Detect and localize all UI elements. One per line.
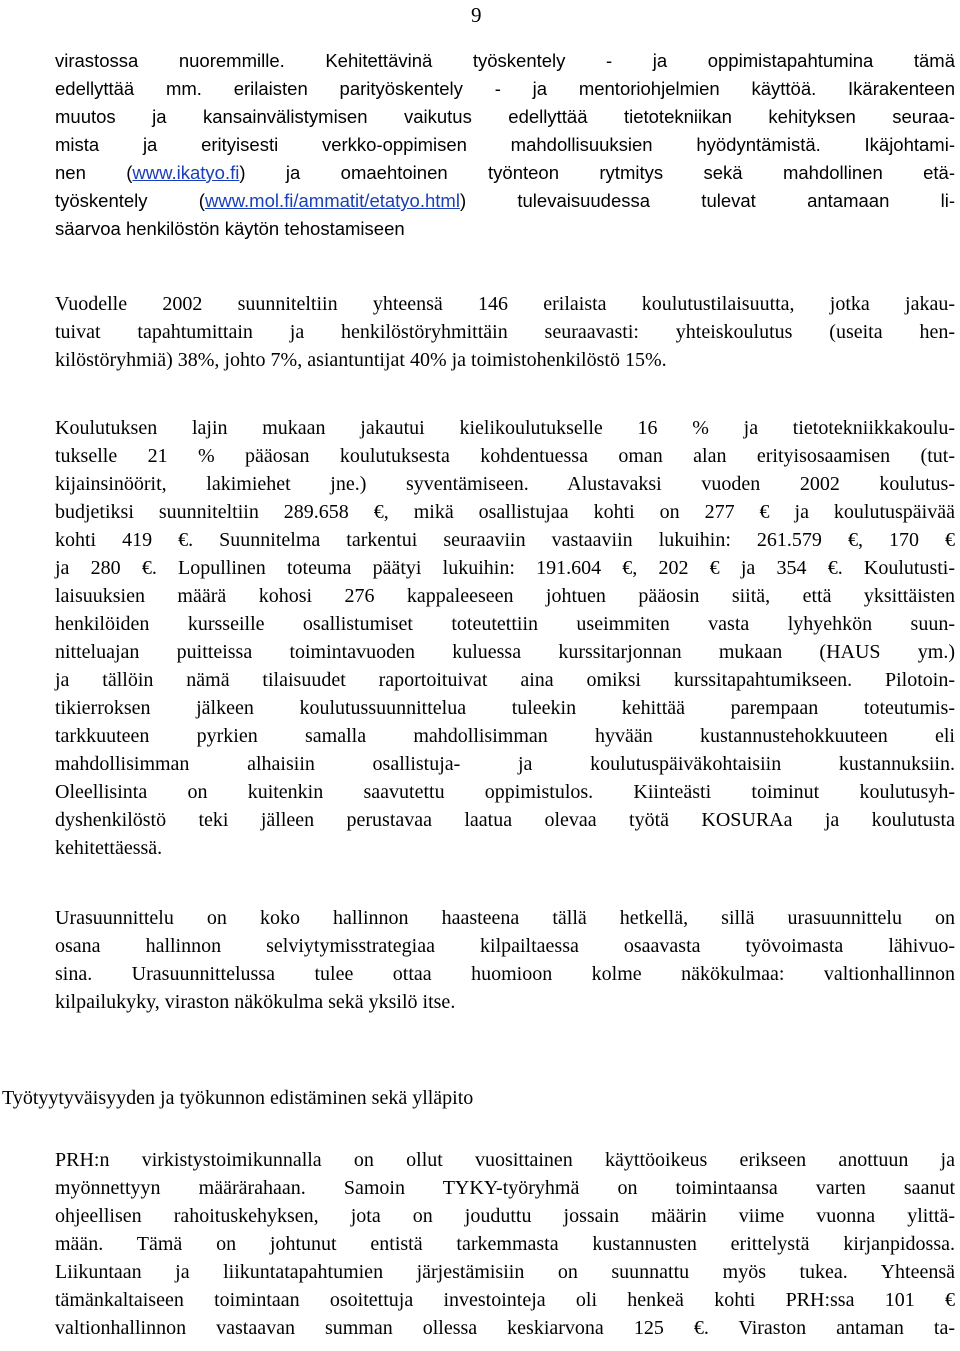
text-line: sina. Urasuunnittelussa tulee ottaa huomioon kolme näkökulmaa: valtionhallinnon bbox=[55, 963, 955, 985]
text-line: Koulutuksen lajin mukaan jakautui kielikoulutukselle 16 % ja tietotekniikkakoulu- bbox=[55, 417, 955, 439]
text-line: tämänkaltaiseen toimintaan osoitettuja investointeja oli henkeä kohti PRH:ssa 101 € bbox=[55, 1289, 955, 1311]
text-line bbox=[55, 187, 955, 215]
text-line: säarvoa henkilöstön käytön tehostamiseen bbox=[55, 218, 405, 239]
text-line: tarkkuuteen pyrkien samalla mahdollisimman hyvään kustannustehokkuuteen eli bbox=[55, 725, 955, 747]
text-line: virastossa nuoremmille. Kehitettävinä työskentely - ja oppimistapahtumina tämä bbox=[55, 50, 955, 71]
text-line: muutos ja kansainvälistymisen vaikutus edellyttää tietotekniikan kehityksen seuraa- bbox=[55, 106, 955, 127]
text-line: ja 280 €. Lopullinen toteuma päätyi lukuihin: 191.604 €, 202 € ja 354 €. Koulutusti- bbox=[55, 557, 955, 579]
text-line: tukselle 21 % pääosan koulutuksesta kohdentuessa oman alan erityisosaamisen (tut- bbox=[55, 445, 955, 467]
text-line bbox=[55, 159, 955, 187]
text-line: kohti 419 €. Suunnitelma tarkentui seuraaviin vastaaviin lukuihin: 261.579 €, 170 € bbox=[55, 529, 955, 551]
text-line: laisuuksien määrä kohosi 276 kappaleeseen johtuen pääosin siitä, että yksittäisten bbox=[55, 585, 955, 607]
text-segment: ) tulevaisuudessa tulevat antamaan li- bbox=[459, 190, 955, 211]
section-heading: Työtyytyväisyyden ja työkunnon edistäminen sekä ylläpito bbox=[2, 1087, 474, 1109]
text-line: PRH:n virkistystoimikunnalla on ollut vuosittainen käyttöoikeus erikseen anottuun ja bbox=[55, 1149, 955, 1171]
text-line: osana hallinnon selviytymisstrategiaa kilpailtaessa osaavasta työvoimasta lähivuo- bbox=[55, 935, 955, 957]
text-line: budjetiksi suunniteltiin 289.658 €, mikä osallistujaa kohti on 277 € ja koulutuspäivää bbox=[55, 501, 955, 523]
text-line: kehitettäessä. bbox=[55, 837, 163, 859]
text-line: mään. Tämä on johtunut entistä tarkemmasta kustannusten erittelystä kirjanpidossa. bbox=[55, 1233, 955, 1255]
text-line: kilöstöryhmiä) 38%, johto 7%, asiantuntijat 40% ja toimistohenkilöstö 15%. bbox=[55, 349, 667, 371]
text-line: ohjeellisen rahoituskehyksen, jota on jouduttu jossain määrin viime vuonna ylittä- bbox=[55, 1205, 955, 1227]
text-line: tuivat tapahtumittain ja henkilöstöryhmittäin seuraavasti: yhteiskoulutus (useita hen- bbox=[55, 321, 955, 343]
page-number: 9 bbox=[471, 3, 482, 27]
text-line: kijainsinöörit, lakimiehet jne.) syventämiseen. Alustavaksi vuoden 2002 koulutus- bbox=[55, 473, 955, 495]
text-segment: nen ( bbox=[55, 162, 133, 183]
text-line: valtionhallinnon vastaavan summan ollessa keskiarvona 125 €. Viraston antaman ta- bbox=[55, 1317, 955, 1339]
text-line: Oleellisinta on kuitenkin saavutettu oppimistulos. Kiinteästi toiminut koulutusyh- bbox=[55, 781, 955, 803]
text-line: kilpailukyky, viraston näkökulma sekä yksilö itse. bbox=[55, 991, 456, 1013]
text-segment: ) ja omaehtoinen työnteon rytmitys sekä mahdollinen etä- bbox=[239, 162, 955, 183]
text-line: Urasuunnittelu on koko hallinnon haasteena tällä hetkellä, sillä urasuunnittelu on bbox=[55, 907, 955, 929]
text-line: mista ja erityisesti verkko-oppimisen mahdollisuuksien hyödyntämistä. Ikäjohtami- bbox=[55, 134, 955, 155]
etatyo-link[interactable]: www.mol.fi/ammatit/etatyo.html bbox=[204, 190, 460, 211]
ikatyo-link[interactable]: www.ikatyo.fi bbox=[132, 162, 240, 183]
text-segment: työskentely ( bbox=[55, 190, 205, 211]
text-line: dyshenkilöstö teki jälleen perustavaa laatua olevaa työtä KOSURAa ja koulutusta bbox=[55, 809, 955, 831]
text-line: edellyttää mm. erilaisten parityöskentely - ja mentoriohjelmien käyttöä. Ikärakenteen bbox=[55, 78, 955, 99]
text-line: Vuodelle 2002 suunniteltiin yhteensä 146 erilaista koulutustilaisuutta, jotka jakau- bbox=[55, 293, 955, 315]
text-line: mahdollisimman alhaisiin osallistuja- ja koulutuspäiväkohtaisiin kustannuksiin. bbox=[55, 753, 955, 775]
text-line: henkilöiden kursseille osallistumiset toteutettiin useimmiten vasta lyhyehkön suun- bbox=[55, 613, 955, 635]
text-line: nitteluajan puitteissa toimintavuoden kuluessa kurssitarjonnan mukaan (HAUS ym.) bbox=[55, 641, 955, 663]
text-line: Liikuntaan ja liikuntatapahtumien järjestämisiin on suunnattu myös tukea. Yhteensä bbox=[55, 1261, 955, 1283]
text-line: tikierroksen jälkeen koulutussuunnittelua tuleekin kehittää parempaan toteutumis- bbox=[55, 697, 955, 719]
text-line: ja tällöin nämä tilaisuudet raportoituivat aina omiksi kurssitapahtumikseen. Pilotoin- bbox=[55, 669, 955, 691]
text-line: myönnettyyn määrärahaan. Samoin TYKY-työryhmä on toimintaansa varten saanut bbox=[55, 1177, 955, 1199]
